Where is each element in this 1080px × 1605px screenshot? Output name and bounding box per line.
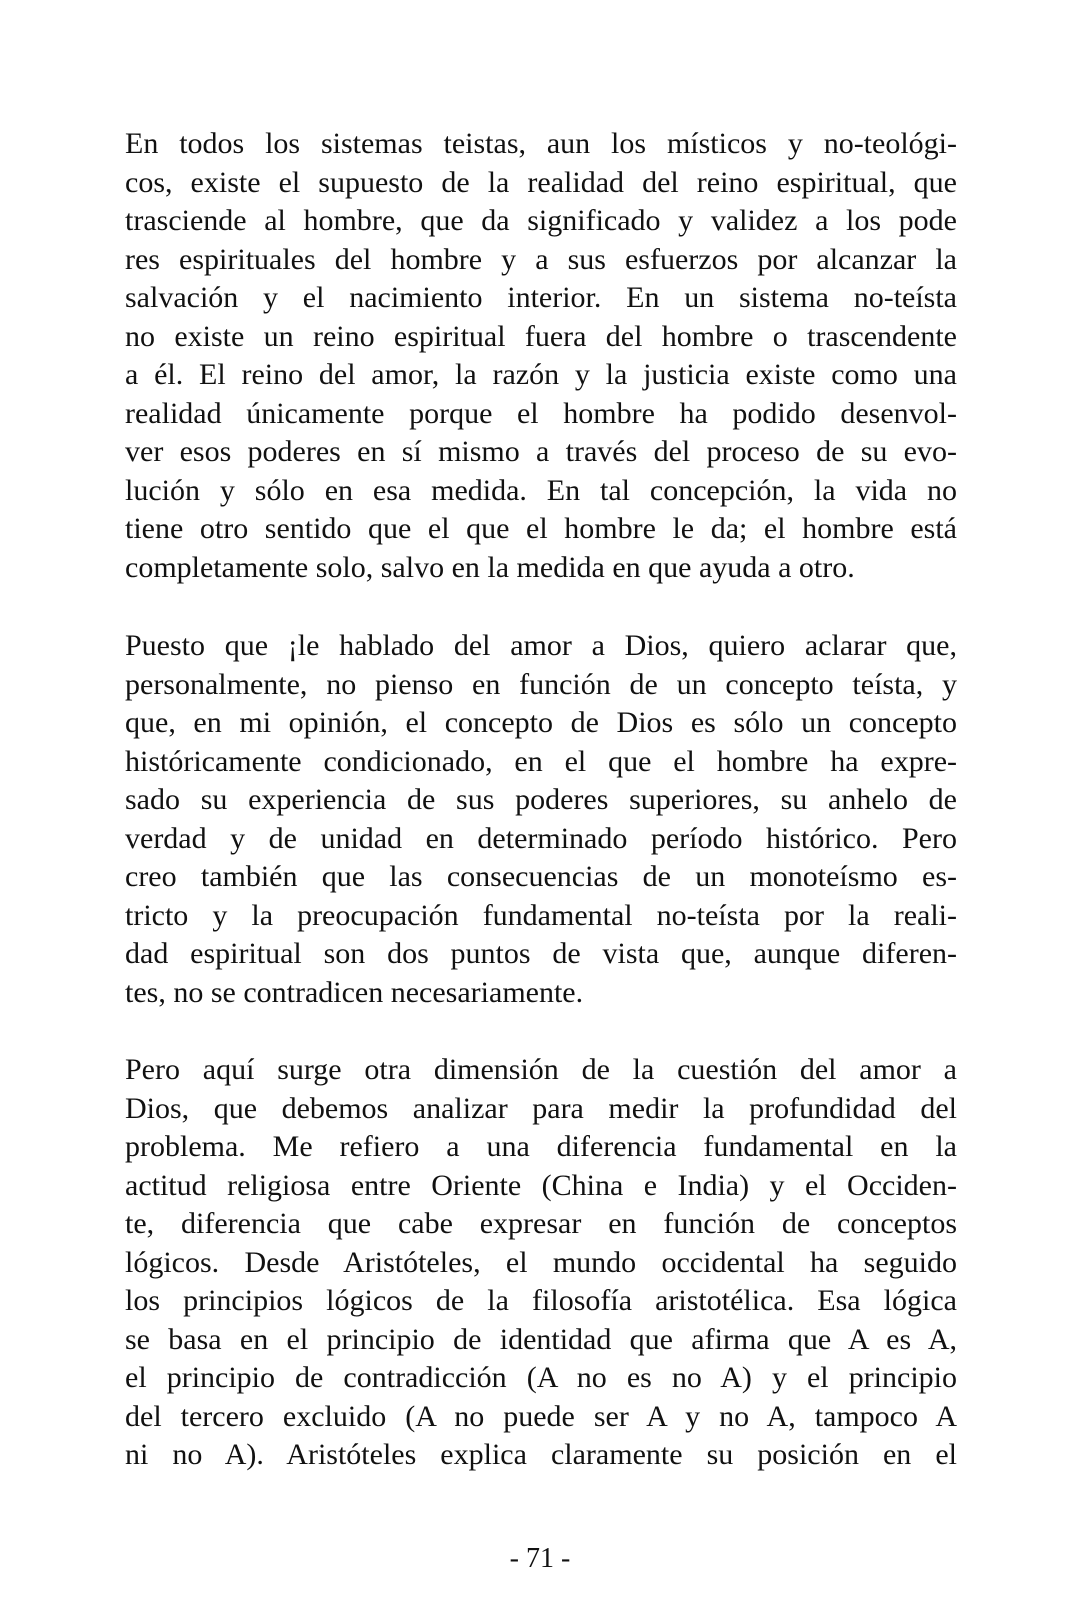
text-line: tiene otro sentido que el que el hombre le da; el hombre está bbox=[125, 512, 957, 545]
text-line: no existe un reino espiritual fuera del hombre o trascendente bbox=[125, 319, 957, 353]
text-line: tricto y la preocupación fundamental no-teísta por la reali- bbox=[125, 898, 957, 932]
text-line: personalmente, no pienso en función de un concepto teísta, y bbox=[125, 667, 957, 701]
text-line: En todos los sistemas teistas, aun los místicos y no-teológi- bbox=[125, 127, 957, 160]
paragraph-2 bbox=[125, 627, 957, 1012]
text-line: a él. El reino del amor, la razón y la justicia existe como una bbox=[125, 358, 957, 391]
text-line: tes, no se contradicen necesariamente. bbox=[125, 975, 584, 1009]
text-line: trasciende al hombre, que da significado y validez a los pode bbox=[125, 204, 957, 237]
text-line: sado su experiencia de sus poderes superiores, su anhelo de bbox=[125, 783, 957, 816]
text-line: res espirituales del hombre y a sus esfuerzos por alcanzar la bbox=[125, 242, 957, 276]
text-line: completamente solo, salvo en la medida en que ayuda a otro. bbox=[125, 550, 855, 584]
text-line: lógicos. Desde Aristóteles, el mundo occidental ha seguido bbox=[125, 1245, 957, 1279]
text-line: verdad y de unidad en determinado período histórico. Pero bbox=[125, 821, 957, 855]
text-line: dad espiritual son dos puntos de vista que, aunque diferen- bbox=[125, 937, 957, 970]
text-line: Pero aquí surge otra dimensión de la cuestión del amor a bbox=[125, 1053, 957, 1086]
text-line: actitud religiosa entre Oriente (China e India) y el Occiden- bbox=[125, 1168, 957, 1202]
text-line: problema. Me refiero a una diferencia fundamental en la bbox=[125, 1130, 957, 1163]
text-line: lución y sólo en esa medida. En tal concepción, la vida no bbox=[125, 473, 957, 507]
paragraph-1 bbox=[125, 125, 957, 587]
text-line: que, en mi opinión, el concepto de Dios es sólo un concepto bbox=[125, 706, 957, 739]
page-number: - 71 - bbox=[509, 1543, 571, 1574]
text-line: ni no A). Aristóteles explica claramente su posición en el bbox=[125, 1438, 957, 1471]
text-line: salvación y el nacimiento interior. En un sistema no-teísta bbox=[125, 281, 957, 314]
text-line: ver esos poderes en sí mismo a través del proceso de su evo- bbox=[125, 435, 957, 468]
text-line: del tercero excluido (A no puede ser A y no A, tampoco A bbox=[125, 1399, 957, 1433]
text-line: Puesto que ¡le hablado del amor a Dios, quiero aclarar que, bbox=[125, 629, 957, 662]
text-line: realidad únicamente porque el hombre ha podido desenvol- bbox=[125, 396, 957, 430]
text-line: cos, existe el supuesto de la realidad del reino espiritual, que bbox=[125, 165, 957, 199]
text-line: el principio de contradicción (A no es no A) y el principio bbox=[125, 1361, 957, 1394]
text-line: históricamente condicionado, en el que el hombre ha expre- bbox=[125, 744, 957, 778]
text-line: creo también que las consecuencias de un monoteísmo es- bbox=[125, 860, 957, 893]
paragraph-3 bbox=[125, 1051, 957, 1475]
text-line: los principios lógicos de la filosofía aristotélica. Esa lógica bbox=[125, 1284, 957, 1317]
text-line: Dios, que debemos analizar para medir la profundidad del bbox=[125, 1091, 957, 1125]
text-line: te, diferencia que cabe expresar en función de conceptos bbox=[125, 1207, 957, 1240]
text-line: se basa en el principio de identidad que afirma que A es A, bbox=[125, 1322, 957, 1356]
